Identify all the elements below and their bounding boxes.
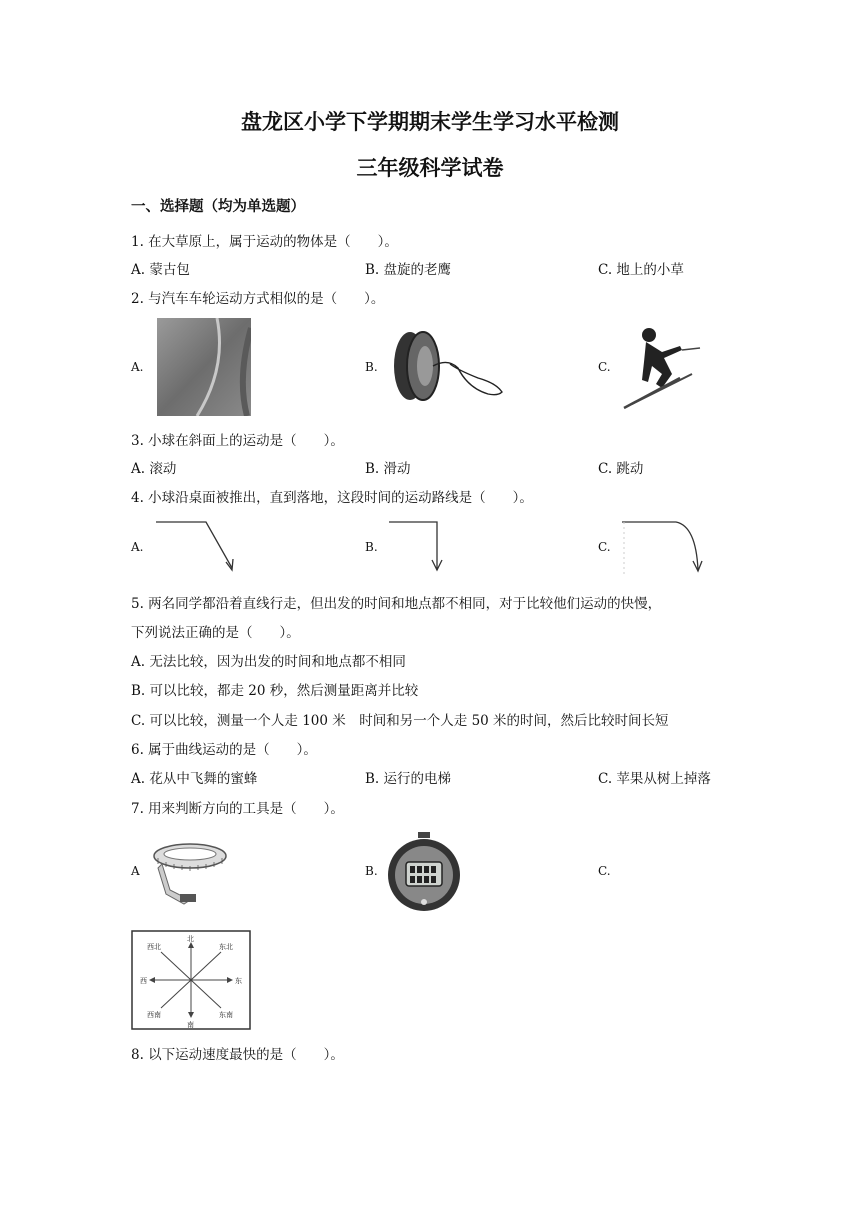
page-title: 盘龙区小学下学期期末学生学习水平检测	[241, 109, 619, 134]
q1-option-a[interactable]: A. 蒙古包	[131, 262, 190, 278]
q4-option-a-label[interactable]: A.	[131, 540, 144, 554]
compass-northeast: 东北	[219, 943, 233, 951]
q4-option-c-label[interactable]: C.	[598, 540, 611, 554]
q1-option-c[interactable]: C. 地上的小草	[598, 262, 684, 278]
q7-option-a-tape-measure	[150, 834, 230, 906]
compass-southeast: 东南	[219, 1011, 233, 1019]
q2-option-c-skier	[622, 322, 702, 412]
q6-option-b[interactable]: B. 运行的电梯	[365, 771, 452, 787]
q3-stem: 3. 小球在斜面上的运动是（ ）。	[131, 433, 344, 449]
compass-south: 南	[187, 1021, 194, 1029]
compass-east: 东	[235, 977, 242, 985]
compass-north: 北	[187, 935, 194, 943]
compass-southwest: 西南	[147, 1011, 161, 1019]
q2-option-b-yoyo	[388, 328, 508, 403]
q4-option-b-path	[387, 518, 449, 576]
q5-option-a[interactable]: A. 无法比较，因为出发的时间和地点都不相同	[131, 654, 406, 670]
section-heading: 一、选择题（均为单选题）	[131, 198, 305, 215]
q5-option-c[interactable]: C. 可以比较，测量一个人走 100 米 时间和另一个人走 50 米的时间，然后比较时间长短	[131, 713, 669, 729]
q2-option-c-label[interactable]: C.	[598, 360, 611, 374]
page-subtitle: 三年级科学试卷	[356, 155, 504, 180]
compass-northwest: 西北	[147, 943, 161, 951]
q3-option-c[interactable]: C. 跳动	[598, 461, 644, 477]
q2-stem: 2. 与汽车车轮运动方式相似的是（ ）。	[131, 291, 385, 307]
q2-option-a-label[interactable]: A.	[131, 360, 144, 374]
q2-option-b-label[interactable]: B.	[365, 360, 378, 374]
compass-west: 西	[140, 977, 147, 985]
q4-option-a-path	[154, 518, 238, 576]
q2-option-a-photo	[157, 318, 251, 416]
q4-option-c-path	[620, 518, 704, 576]
q6-option-c[interactable]: C. 苹果从树上掉落	[598, 771, 711, 787]
q6-stem: 6. 属于曲线运动的是（ ）。	[131, 742, 317, 758]
q5-stem-line1: 5. 两名同学都沿着直线行走，但出发的时间和地点都不相同，对于比较他们运动的快慢，	[131, 596, 662, 612]
q3-option-a[interactable]: A. 滚动	[131, 461, 177, 477]
q7-option-c-label[interactable]: C.	[598, 864, 611, 878]
q7-option-b-label[interactable]: B.	[365, 864, 378, 878]
q4-option-b-label[interactable]: B.	[365, 540, 378, 554]
q8-stem: 8. 以下运动速度最快的是（ ）。	[131, 1047, 344, 1063]
q5-option-b[interactable]: B. 可以比较，都走 20 秒，然后测量距离并比较	[131, 683, 419, 699]
q7-option-c-compass-diagram	[131, 930, 251, 1030]
q7-option-a-label[interactable]: A	[131, 864, 140, 878]
q5-stem-line2: 下列说法正确的是（ ）。	[131, 625, 300, 641]
q3-option-b[interactable]: B. 滑动	[365, 461, 411, 477]
q1-option-b[interactable]: B. 盘旋的老鹰	[365, 262, 452, 278]
q4-stem: 4. 小球沿桌面被推出，直到落地，这段时间的运动路线是（ ）。	[131, 490, 533, 506]
q6-option-a[interactable]: A. 花从中飞舞的蜜蜂	[131, 771, 258, 787]
q7-stem: 7. 用来判断方向的工具是（ ）。	[131, 801, 344, 817]
q1-stem: 1. 在大草原上，属于运动的物体是（ ）。	[131, 234, 398, 250]
q7-option-b-stopwatch	[384, 832, 464, 912]
